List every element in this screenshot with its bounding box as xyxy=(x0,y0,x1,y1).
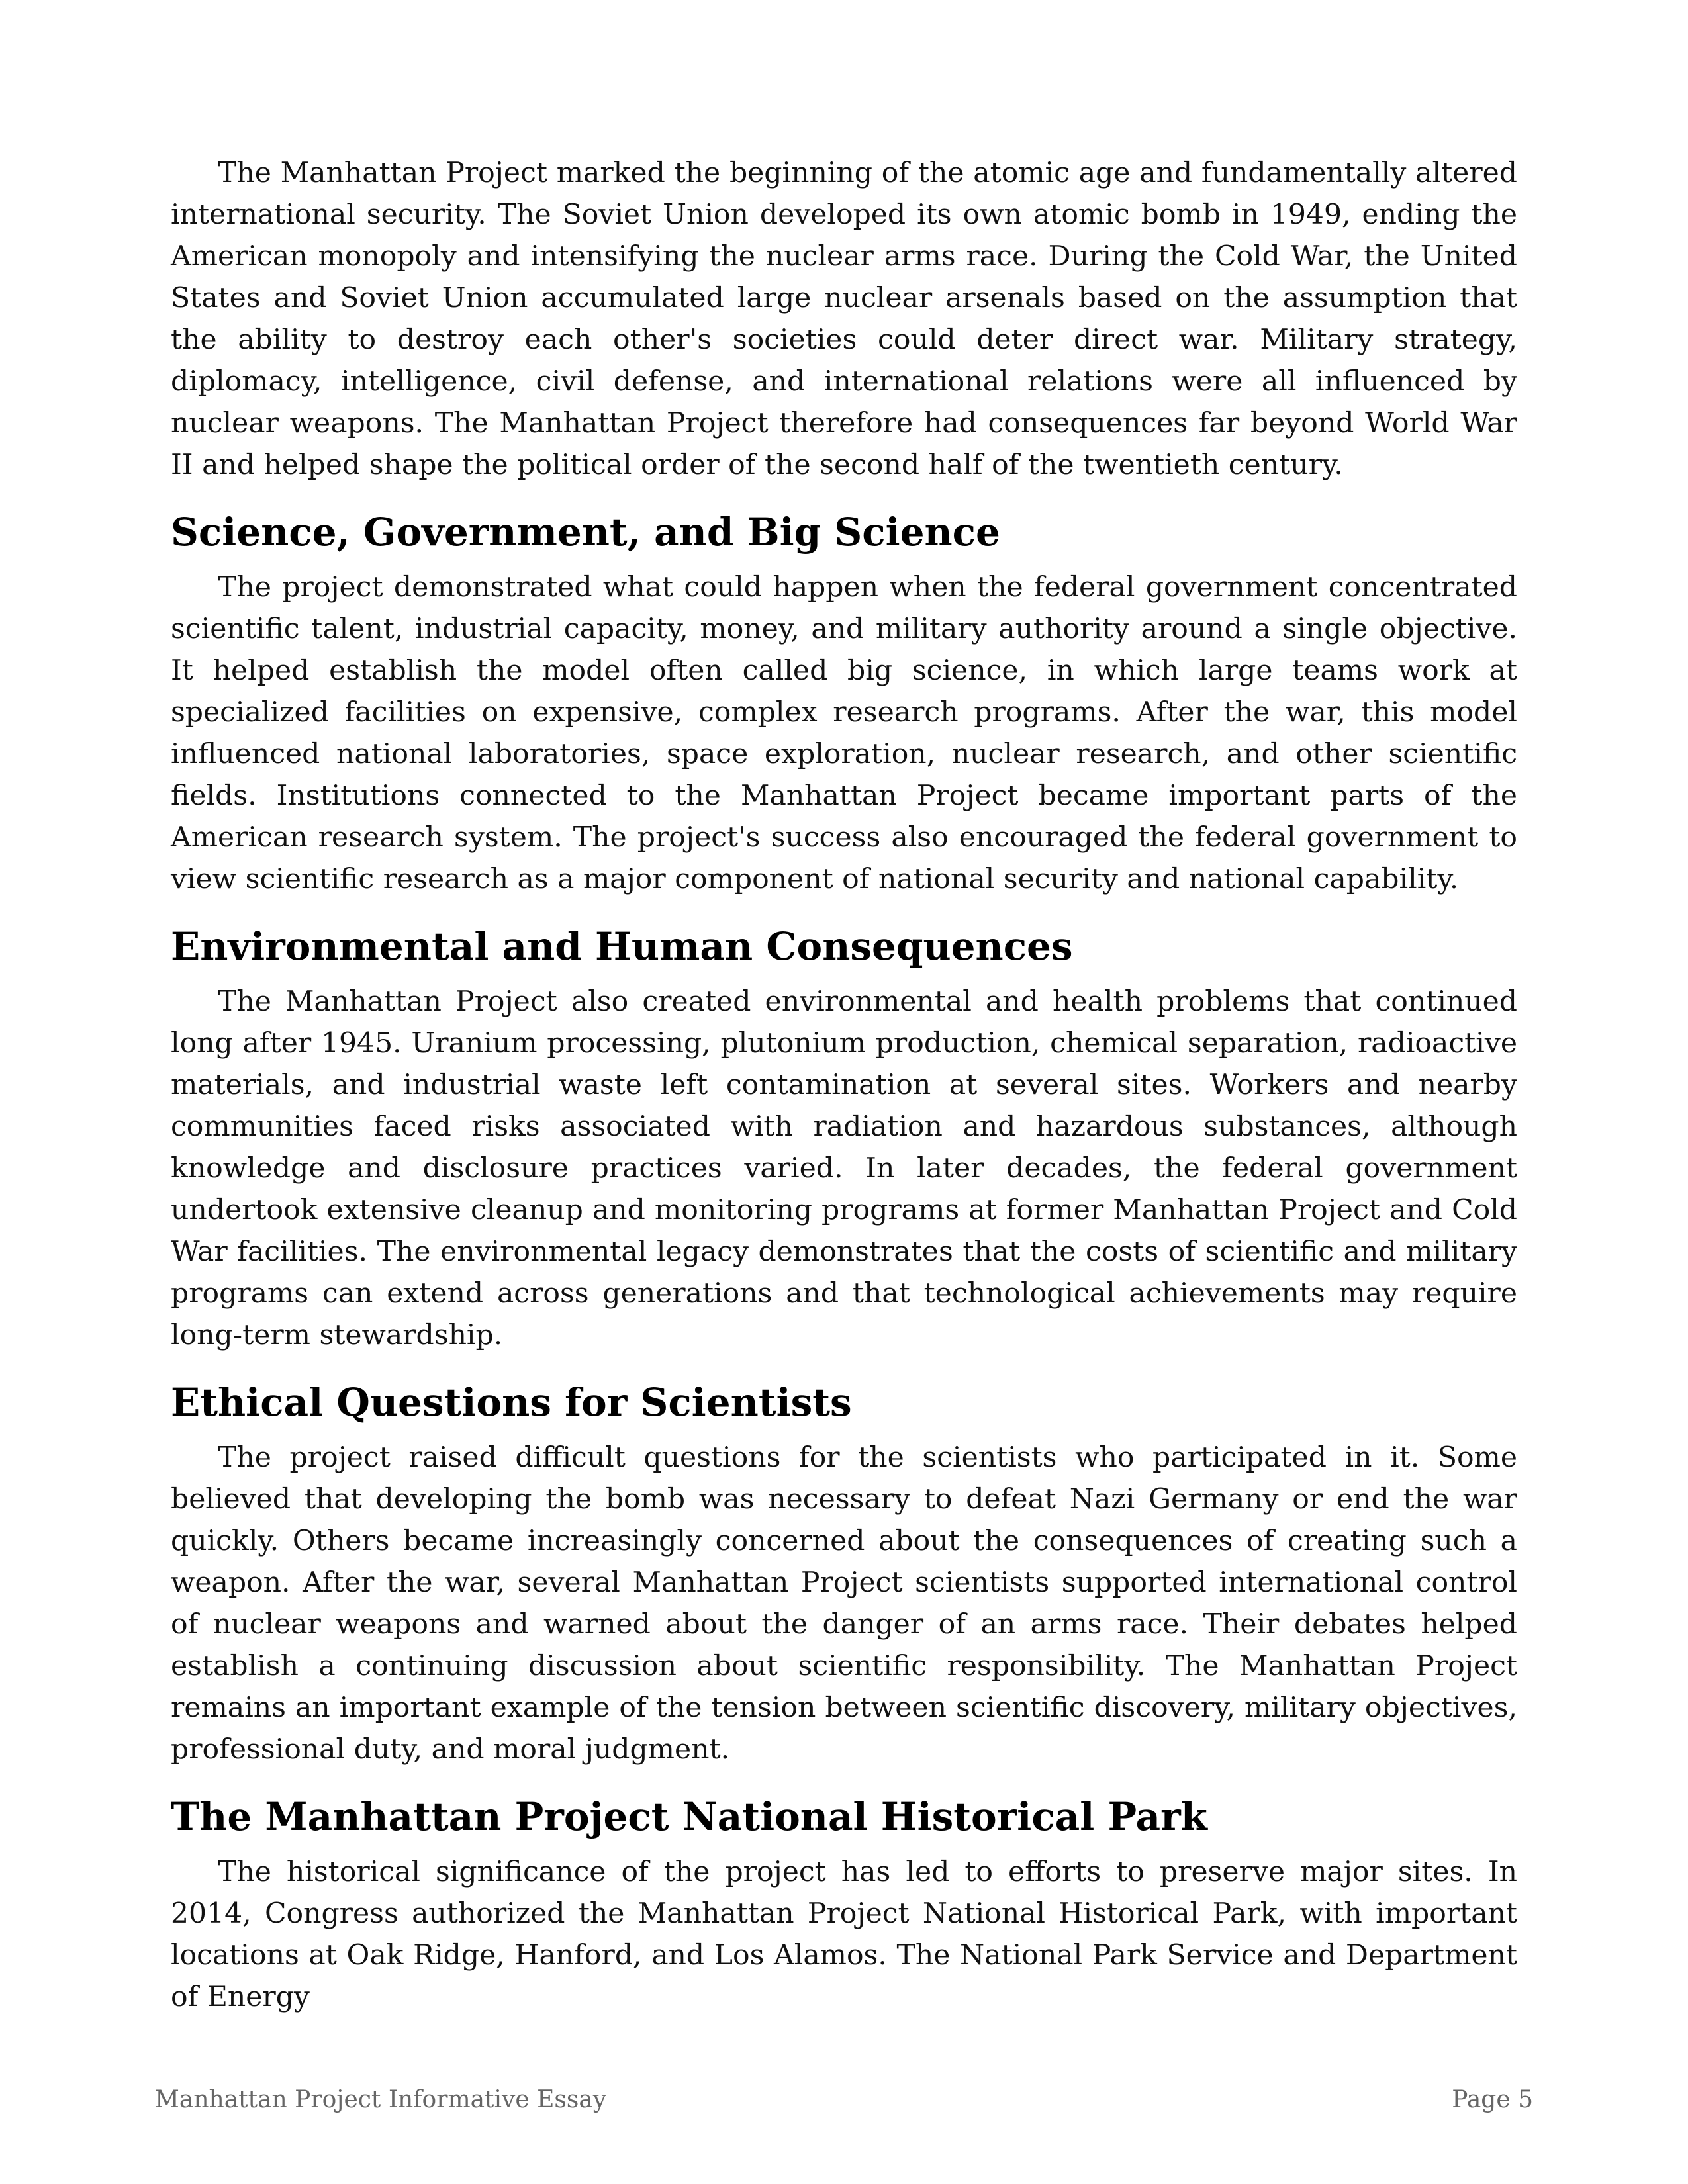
section-paragraph-big-science: The project demonstrated what could happen when the federal government concentrated scientific talent, industrial capacity, money, and military authority around a single objective. It helped establish the model often called big science, in which large teams work at specialized facilities on expensive, complex research programs. After the war, this model influenced national laboratories, space exploration, nuclear research, and other scientific fields. Institutions connected to the Manhattan Project became important parts of the American research system. The project's success also encouraged the federal government to view scientific research as a major component of national security and national capability. xyxy=(171,571,1517,895)
footer-document-title: Manhattan Project Informative Essay xyxy=(155,2086,607,2113)
page-body xyxy=(171,152,1517,2018)
section-heading-environmental: Environmental and Human Consequences xyxy=(171,924,1073,969)
section-heading-national-park: The Manhattan Project National Historical Park xyxy=(171,1794,1207,1839)
footer-page-number: Page 5 xyxy=(1452,2086,1533,2113)
section-paragraph-environmental: The Manhattan Project also created environmental and health problems that continued long after 1945. Uranium processing, plutonium production, chemical separation, radioactive materials, and industrial waste left contamination at several sites. Workers and nearby communities faced risks associated with radiation and hazardous substances, although knowledge and disclosure practices varied. In later decades, the federal government undertook extensive cleanup and monitoring programs at former Manhattan Project and Cold War facilities. The environmental legacy demonstrates that the costs of scientific and military programs can extend across generations and that technological achievements may require long-term stewardship. xyxy=(171,985,1517,1351)
section-paragraph-national-park: The historical significance of the project has led to efforts to preserve major sites. In 2014, Congress authorized the Manhattan Project National Historical Park, with important locations at Oak Ridge, Hanford, and Los Alamos. The National Park Service and Department of Energy xyxy=(171,1856,1517,2013)
section-paragraph-ethical: The project raised difficult questions for the scientists who participated in it. Some believed that developing the bomb was necessary to defeat Nazi Germany or end the war quickly. Others became increasingly concerned about the consequences of creating such a weapon. After the war, several Manhattan Project scientists supported international control of nuclear weapons and warned about the danger of an arms race. Their debates helped establish a continuing discussion about scientific responsibility. The Manhattan Project remains an important example of the tension between scientific discovery, military objectives, professional duty, and moral judgment. xyxy=(171,1441,1517,1766)
intro-paragraph: The Manhattan Project marked the beginning of the atomic age and fundamentally altered international security. The Soviet Union developed its own atomic bomb in 1949, ending the American monopoly and intensifying the nuclear arms race. During the Cold War, the United States and Soviet Union accumulated large nuclear arsenals based on the assumption that the ability to destroy each other's societies could deter direct war. Military strategy, diplomacy, intelligence, civil defense, and international relations were all influenced by nuclear weapons. The Manhattan Project therefore had consequences far beyond World War II and helped shape the political order of the second half of the twentieth century. xyxy=(171,157,1517,481)
section-heading-ethical: Ethical Questions for Scientists xyxy=(171,1380,852,1425)
section-heading-big-science: Science, Government, and Big Science xyxy=(171,510,1000,555)
